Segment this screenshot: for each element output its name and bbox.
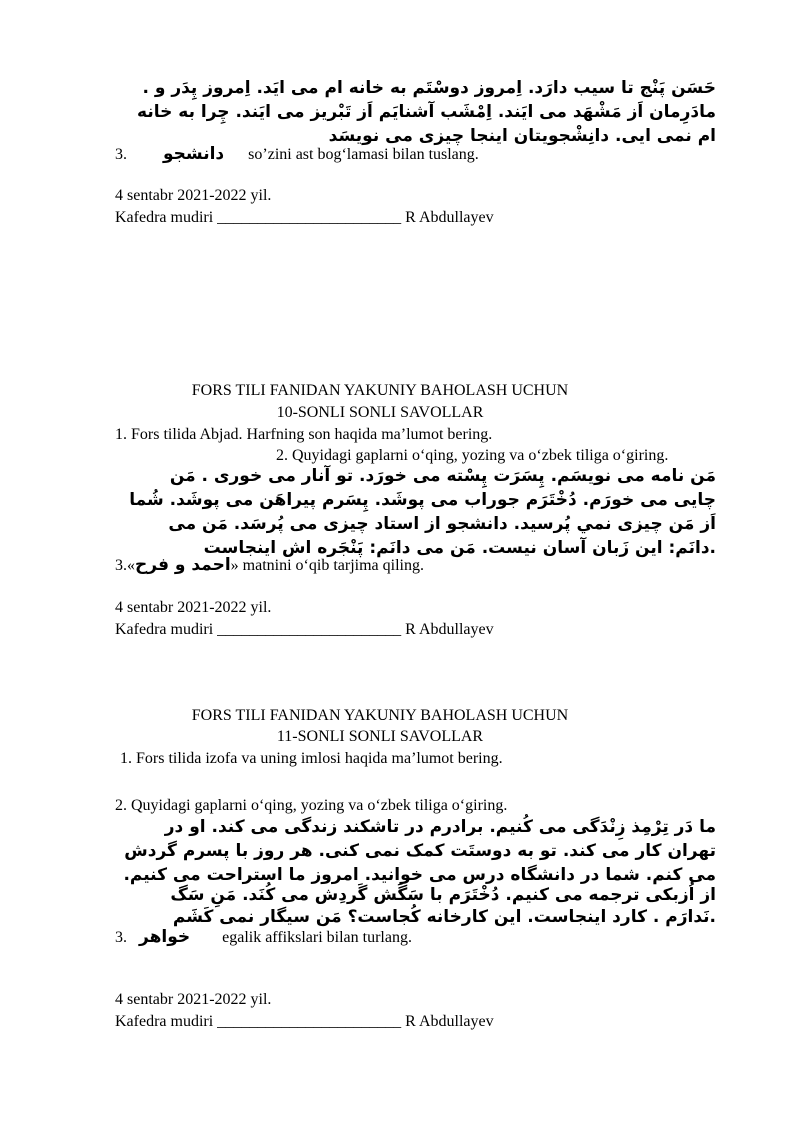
signature-line: Kafedra mudiri _______________________ R Abdullayev [115, 621, 494, 638]
persian-word: احمد و فرح [135, 555, 231, 575]
section-title: FORS TILI FANIDAN YAKUNIY BAHOLASH UCHUN [191, 707, 569, 724]
question-3 [115, 555, 424, 576]
persian-text-line: ما دَر تِرْمِذ زِنْدَگی می کُنیم. برادرم در تاشکند زندگی می کند. او در [164, 817, 716, 837]
question-number: 3.« [115, 557, 135, 574]
date-line: 4 sentabr 2021-2022 yil. [115, 187, 272, 204]
date-line: 4 sentabr 2021-2022 yil. [115, 991, 272, 1008]
persian-text-line: مَن نامه می نویسَم. پِسَرَت پِسْته می خورَد. تو آنار می خوری . مَن [169, 466, 716, 486]
question-1: 1. Fors tilida Abjad. Harfning son haqida ma’lumot bering. [115, 426, 493, 443]
signature-line: Kafedra mudiri _______________________ R Abdullayev [115, 1013, 494, 1030]
question-number: 3. [115, 146, 127, 163]
section-title: FORS TILI FANIDAN YAKUNIY BAHOLASH UCHUN [191, 382, 569, 399]
question-text: so’zini ast bog‘lamasi bilan tuslang. [248, 146, 479, 163]
persian-text-line: ام نمی ایی. دانِشْجویتان اینجا چیزی می نویسَد [328, 126, 716, 146]
question-text: egalik affikslari bilan turlang. [222, 929, 412, 946]
question-2: 2. Quyidagi gaplarni o‘qing, yozing va o‘zbek tiliga o‘giring. [276, 447, 669, 464]
persian-text-line: .نَدارَم . کارد اینجاست. این کارخانه کُجاست؟ مَن سیگار نمی کَشَم [172, 907, 716, 927]
persian-word: خواهر [139, 927, 191, 947]
persian-text-line: اَز مَن چیزی نمي پُرسید. دانشجو از استاد چیزی می پُرسَد. مَن می [168, 514, 716, 534]
persian-text-line: می کنم. شما در دانشگاه درس می خوانید. امروز ما استراحت می کنیم. [123, 865, 716, 885]
persian-word: دانشجو [163, 144, 225, 164]
persian-text-line: تهران کار می کند. تو به دوستَت کمک نمی کنی. هر روز با پسرم گردش [124, 841, 716, 861]
question-1: 1. Fors tilida izofa va uning imlosi haqida ma’lumot bering. [120, 750, 503, 767]
date-line: 4 sentabr 2021-2022 yil. [115, 599, 272, 616]
section-subtitle: 10-SONLI SONLI SAVOLLAR [276, 404, 484, 421]
persian-text-line: چایی می خورَم. دُخْتَرَم جوراب می پوشَد. پِسَرم پیراهَن می پوشَد. شُما [129, 490, 716, 510]
question-number: 3. [115, 929, 127, 946]
persian-text-line: .دانَم: این زَبان آسان نیست. مَن می دانَم: پَنْجَره اش اینجاست [203, 538, 716, 558]
question-text: » matnini o‘qib tarjima qiling. [230, 557, 424, 574]
question-3 [115, 927, 412, 948]
persian-text-line: از اُزبکی ترجمه می کنیم. دُخْتَرَم با سَگَش گَردِش می کُنَد. مَنِ سَگ [170, 885, 716, 905]
section-subtitle: 11-SONLI SONLI SAVOLLAR [276, 728, 484, 745]
question-2: 2. Quyidagi gaplarni o‘qing, yozing va o‘zbek tiliga o‘giring. [115, 797, 508, 814]
signature-line: Kafedra mudiri _______________________ R Abdullayev [115, 209, 494, 226]
persian-text-line: مادَرِمان اَز مَشْهَد می ایَند. اِمْشَب آشنایَم اَز تَبْریز می ایَند. چِرا به خانه [137, 102, 716, 122]
question-3 [115, 144, 479, 165]
persian-text-line: حَسَن پَنْج تا سیب دارَد. اِمروز دوسْتَم به خانه ام می ایَد. اِمروز پِدَر و . [142, 78, 716, 98]
